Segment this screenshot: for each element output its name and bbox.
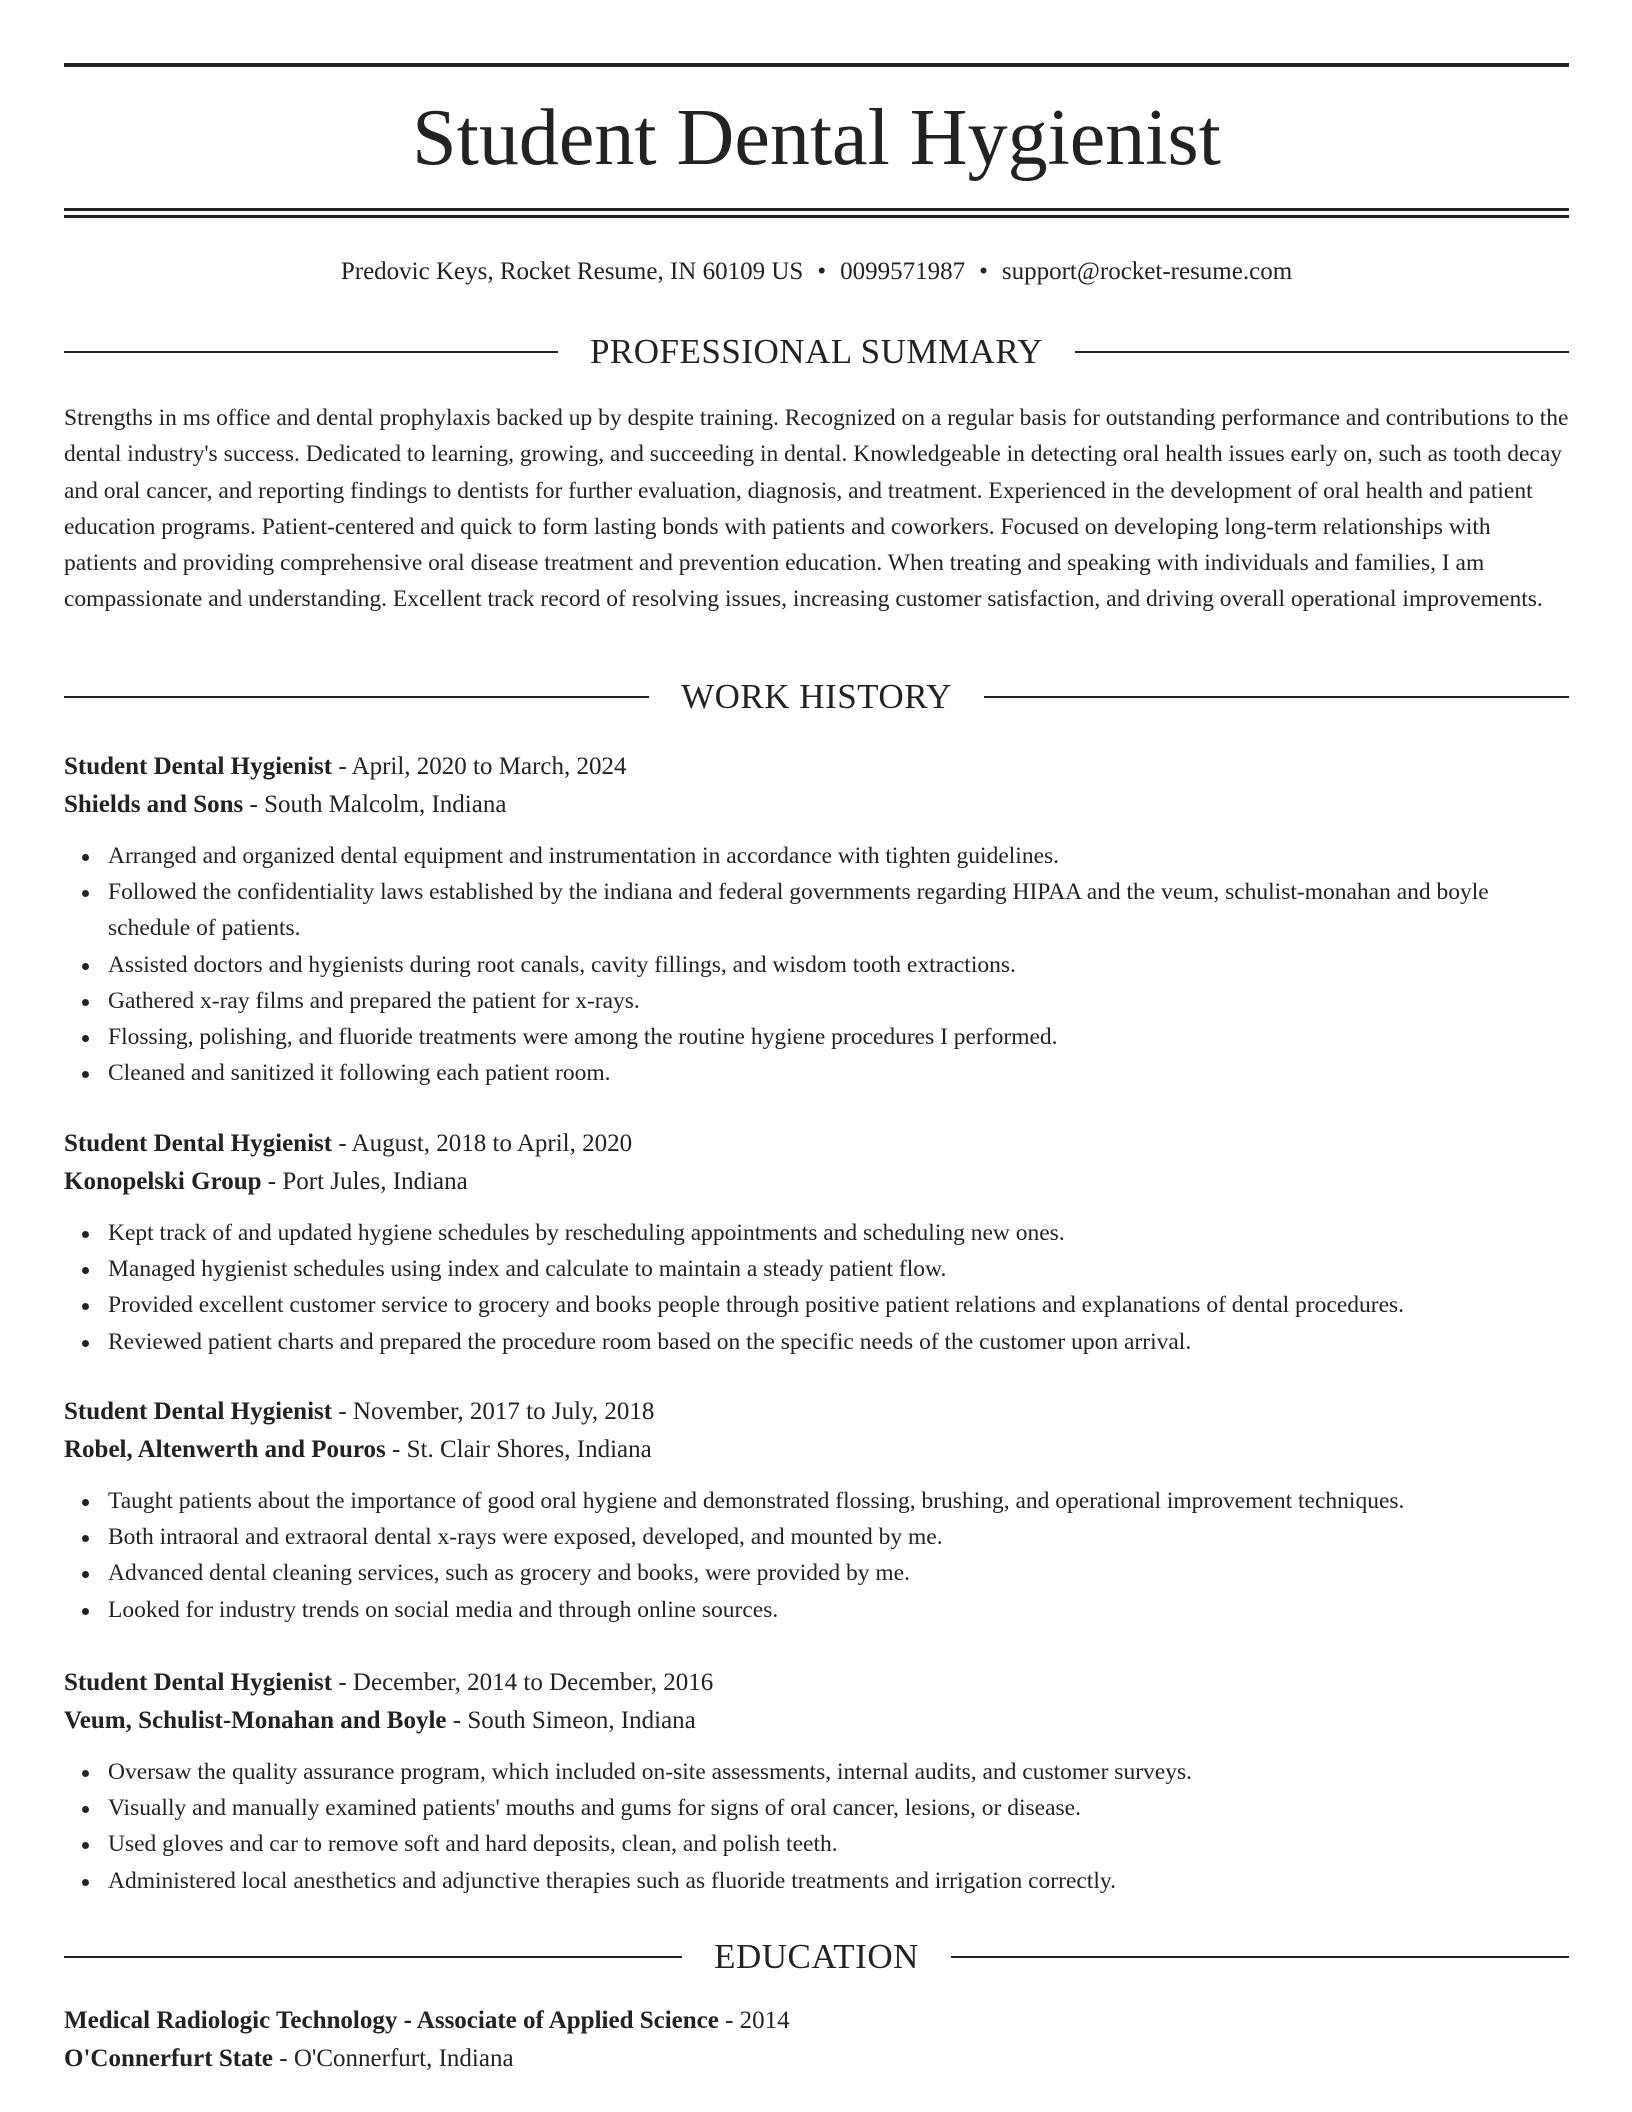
job-location: - South Malcolm, Indiana — [243, 791, 507, 818]
contact-separator: • — [979, 258, 988, 285]
job-title: Student Dental Hygienist — [64, 1130, 333, 1157]
job-bullets — [64, 1754, 1569, 1899]
job-bullet: Taught patients about the importance of good oral hygiene and demonstrated flossing, brushing, and operational improvement techniques. — [108, 1483, 1569, 1519]
job-dates: - August, 2018 to April, 2020 — [332, 1130, 633, 1157]
job-location: - South Simeon, Indiana — [446, 1707, 696, 1734]
job-bullets — [64, 1215, 1569, 1360]
education-school: O'Connerfurt State — [64, 2045, 273, 2072]
summary-text: Strengths in ms office and dental prophylaxis backed up by despite training. Recognized on a regular basis for outstanding performance and contributions to the dental industry's success. Dedicated to learning, growing, and succeeding in dental. Knowledgeable in detecting oral health issues early on, such as tooth decay and oral cancer, and reporting findings to dentists for further evaluation, diagnosis, and treatment. Experienced in the development of oral health and patient education programs. Patient-centered and quick to form lasting bonds with patients and coworkers. Focused on developing long-term relationships with patients and providing comprehensive oral disease treatment and prevention education. When treating and speaking with individuals and families, I am compassionate and understanding. Excellent track record of resolving issues, increasing customer satisfaction, and driving overall operational improvements. — [64, 405, 1569, 613]
job-company-line — [64, 1431, 1569, 1469]
education-school-line — [64, 2040, 1569, 2078]
job-title: Student Dental Hygienist — [64, 1669, 333, 1696]
job-bullet: Looked for industry trends on social media and through online sources. — [108, 1592, 1569, 1628]
section-rule-left — [64, 1956, 682, 1958]
job-dates: - November, 2017 to July, 2018 — [332, 1398, 655, 1425]
job-bullet: Visually and manually examined patients' mouths and gums for signs of oral cancer, lesions, or disease. — [108, 1790, 1569, 1826]
contact-line — [64, 254, 1569, 290]
education-location: - O'Connerfurt, Indiana — [273, 2045, 514, 2072]
education-year: - 2014 — [718, 2007, 790, 2034]
job-bullet: Assisted doctors and hygienists during root canals, cavity fillings, and wisdom tooth extractions. — [108, 947, 1569, 983]
header-double-rule-upper — [64, 208, 1569, 211]
job-bullet: Arranged and organized dental equipment and instrumentation in accordance with tighten guidelines. — [108, 838, 1569, 874]
job-location: - St. Clair Shores, Indiana — [385, 1436, 652, 1463]
header-double-rule-lower — [64, 215, 1569, 218]
job-bullet: Flossing, polishing, and fluoride treatments were among the routine hygiene procedures I performed. — [108, 1019, 1569, 1055]
job-company-line — [64, 786, 1569, 824]
contact-email: support@rocket-resume.com — [1001, 258, 1293, 285]
job-bullet: Provided excellent customer service to grocery and books people through positive patient relations and explanations of dental procedures. — [108, 1287, 1569, 1323]
section-rule-right — [1075, 351, 1569, 353]
job-entry — [64, 1125, 1569, 1360]
section-rule-left — [64, 696, 649, 698]
job-dates: - December, 2014 to December, 2016 — [332, 1669, 714, 1696]
job-title-line — [64, 1393, 1569, 1431]
job-company-line — [64, 1163, 1569, 1201]
job-bullet: Cleaned and sanitized it following each patient room. — [108, 1055, 1569, 1091]
job-location: - Port Jules, Indiana — [261, 1168, 468, 1195]
job-title-line — [64, 1125, 1569, 1163]
job-entry — [64, 748, 1569, 1091]
section-title: EDUCATION — [714, 1937, 919, 1976]
job-entry — [64, 1393, 1569, 1628]
job-company: Konopelski Group — [64, 1168, 262, 1195]
job-title: Student Dental Hygienist — [64, 1398, 333, 1425]
job-bullet: Both intraoral and extraoral dental x-rays were exposed, developed, and mounted by me. — [108, 1519, 1569, 1555]
job-bullet: Managed hygienist schedules using index and calculate to maintain a steady patient flow. — [108, 1251, 1569, 1287]
job-entry — [64, 1664, 1569, 1899]
job-bullet: Followed the confidentiality laws established by the indiana and federal governments regarding HIPAA and the veum, schulist-monahan and boyle schedule of patients. — [108, 874, 1569, 946]
job-bullet: Administered local anesthetics and adjunctive therapies such as fluoride treatments and irrigation correctly. — [108, 1863, 1569, 1899]
job-company: Robel, Altenwerth and Pouros — [64, 1436, 386, 1463]
job-title-line — [64, 1664, 1569, 1702]
job-company: Shields and Sons — [64, 791, 244, 818]
section-rule-left — [64, 351, 558, 353]
section-title: PROFESSIONAL SUMMARY — [589, 332, 1044, 371]
education-degree: Medical Radiologic Technology - Associate of Applied Science — [64, 2007, 719, 2034]
job-bullet: Used gloves and car to remove soft and hard deposits, clean, and polish teeth. — [108, 1826, 1569, 1862]
job-bullet: Oversaw the quality assurance program, which included on-site assessments, internal audits, and customer surveys. — [108, 1754, 1569, 1790]
job-bullets — [64, 1483, 1569, 1628]
job-company-line — [64, 1702, 1569, 1740]
job-company: Veum, Schulist-Monahan and Boyle — [64, 1707, 447, 1734]
job-title: Student Dental Hygienist — [64, 753, 333, 780]
job-bullets — [64, 838, 1569, 1091]
contact-address: Predovic Keys, Rocket Resume, IN 60109 US — [340, 258, 804, 285]
candidate-name: Student Dental Hygienist — [412, 94, 1221, 182]
job-bullet: Advanced dental cleaning services, such as grocery and books, were provided by me. — [108, 1555, 1569, 1591]
section-heading-education — [64, 1935, 1569, 1979]
section-title: WORK HISTORY — [681, 677, 952, 716]
contact-separator: • — [817, 258, 827, 285]
job-bullet: Reviewed patient charts and prepared the procedure room based on the specific needs of the customer upon arrival. — [108, 1324, 1569, 1360]
job-bullet: Gathered x-ray films and prepared the patient for x-rays. — [108, 983, 1569, 1019]
job-dates: - April, 2020 to March, 2024 — [332, 753, 627, 780]
job-bullet: Kept track of and updated hygiene schedules by rescheduling appointments and scheduling new ones. — [108, 1215, 1569, 1251]
education-entry — [64, 2002, 1569, 2078]
section-heading-work-history — [64, 675, 1569, 719]
section-rule-right — [984, 696, 1569, 698]
header-top-rule — [64, 63, 1569, 67]
section-rule-right — [951, 1956, 1569, 1958]
section-heading-summary — [64, 330, 1569, 374]
education-degree-line — [64, 2002, 1569, 2040]
contact-phone: 0099571987 — [840, 258, 966, 285]
job-title-line — [64, 748, 1569, 786]
